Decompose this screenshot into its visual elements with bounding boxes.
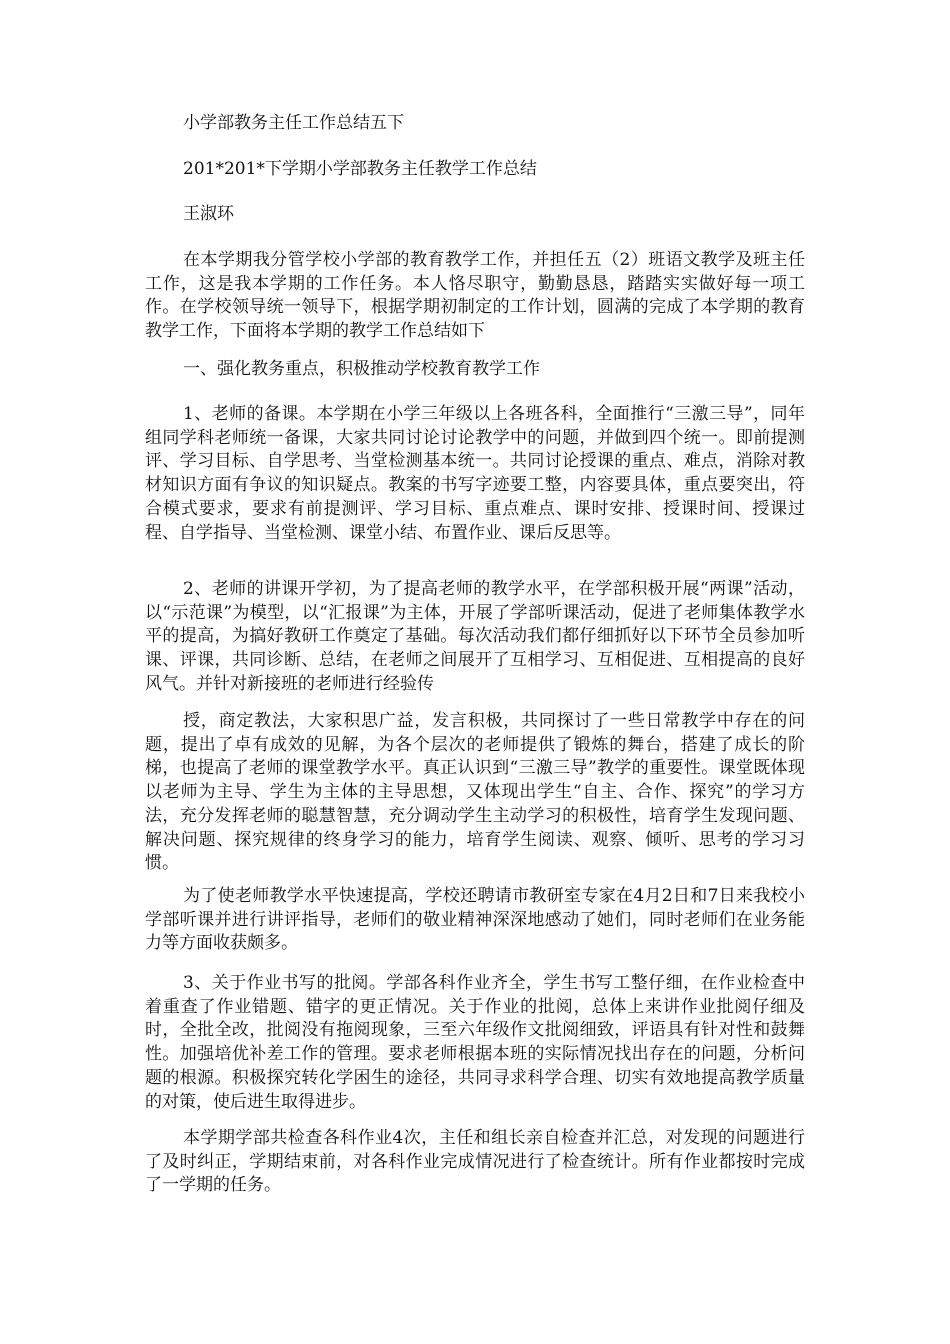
paragraph-teaching-cont: 授，商定教法，大家积思广益，发言积极，共同探讨了一些日常教学中存在的问题，提出了卓有成效的见解，为各个层次的老师提供了锻炼的舞台，搭建了成长的阶梯，也提高了老师的课堂教学水平。真正认识到“三激三导”教学的重要性。课堂既体现以老师为主导、学生为主体的主导思想，又体现出学生“自主、合作、探究”的学习方法，充分发挥老师的聪慧智慧，充分调动学生主动学习的积极性，培育学生发现问题、解决问题、探究规律的终身学习的能力，培育学生阅读、观察、倾听、思考的学习习惯。 xyxy=(145,711,805,874)
paragraph-homework-check: 本学期学部共检查各科作业4次，主任和组长亲自检查并汇总，对发现的问题进行了及时纠正，学期结束前，对各科作业完成情况进行了检查统计。所有作业都按时完成了一学期的任务。 xyxy=(145,1128,805,1196)
document-subtitle: 201*201*下学期小学部教务主任教学工作总结 xyxy=(183,159,537,179)
document-author: 王淑环 xyxy=(183,204,234,224)
paragraph-expert-guidance: 为了使老师教学水平快速提高，学校还聘请市教研室专家在4月2日和7日来我校小学部听课并进行讲评指导，老师们的敬业精神深深地感动了她们，同时老师们在业务能力等方面收获颇多。 xyxy=(145,886,805,954)
paragraph-teaching: 2、老师的讲课开学初，为了提高老师的教学水平，在学部积极开展“两课”活动，以“示范课”为模型，以“汇报课”为主体，开展了学部听课活动，促进了老师集体教学水平的提高，为搞好教研工作奠定了基础。每次活动我们都仔细抓好以下环节全员参加听课、评课，共同诊断、总结，在老师之间展开了互相学习、互相促进、互相提高的良好风气。并针对新接班的老师进行经验传 xyxy=(145,579,805,694)
section-heading-1: 一、强化教务重点，积极推动学校教育教学工作 xyxy=(183,359,540,379)
paragraph-homework: 3、关于作业书写的批阅。学部各科作业齐全，学生书写工整仔细，在作业检查中着重查了作业错题、错字的更正情况。关于作业的批阅，总体上来讲作业批阅仔细及时，全批全改，批阅没有拖阅现象，三至六年级作文批阅细致，评语具有针对性和鼓舞性。加强培优补差工作的管理。要求老师根据本班的实际情况找出存在的问题，分析问题的根源。积极探究转化学困生的途径，共同寻求科学合理、切实有效地提高教学质量的对策，使后进生取得进步。 xyxy=(145,973,805,1112)
paragraph-intro: 在本学期我分管学校小学部的教育教学工作，并担任五（2）班语文教学及班主任工作，这是我本学期的工作任务。本人恪尽职守，勤勤恳恳，踏踏实实做好每一项工作。在学校领导统一领导下，根据学期初制定的工作计划，圆满的完成了本学期的教育教学工作，下面将本学期的教学工作总结如下 xyxy=(145,250,805,342)
document-title: 小学部教务主任工作总结五下 xyxy=(183,113,404,133)
paragraph-lesson-prep: 1、老师的备课。本学期在小学三年级以上各班各科，全面推行“三激三导”，同年组同学科老师统一备课，大家共同讨论讨论教学中的问题，并做到四个统一。即前提测评、学习目标、自学思考、当堂检测基本统一。共同讨论授课的重点、难点，消除对教材知识方面有争议的知识疑点。教案的书写字迹要工整，内容要具体，重点要突出，符合模式要求，要求有前提测评、学习目标、重点难点、课时安排、授课时间、授课过程、自学指导、当堂检测、课堂小结、布置作业、课后反思等。 xyxy=(145,404,805,543)
